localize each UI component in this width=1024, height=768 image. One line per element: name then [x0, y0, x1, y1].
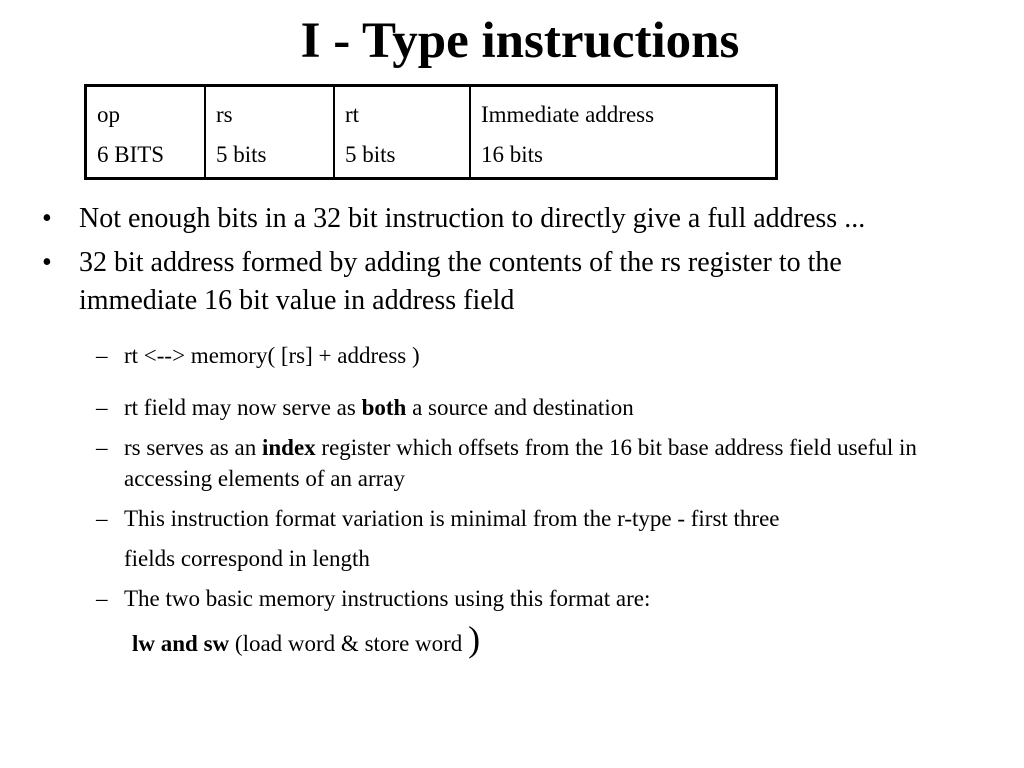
- bullet-list: [0, 200, 1024, 664]
- dash-mark: –: [96, 586, 108, 611]
- field-rs: [205, 86, 334, 179]
- bullet-mark: •: [42, 247, 52, 278]
- dash-mark: –: [96, 395, 108, 420]
- dash-mark: –: [96, 343, 108, 368]
- bullet-text: 32 bit address formed by adding the contents of the rs register to the immediate 16 bit value in address field: [79, 247, 842, 316]
- load-store-text: (load word & store word: [229, 631, 469, 656]
- memory-formula-text: rt <--> memory( [rs] + address ): [124, 343, 420, 368]
- field-name: rs: [216, 102, 233, 127]
- bullet-item: [0, 244, 959, 320]
- close-paren: ): [468, 619, 481, 659]
- sub-bullet-item: [0, 340, 1004, 371]
- field-name: op: [97, 102, 120, 127]
- field-rt: [334, 86, 470, 179]
- field-op: [86, 86, 206, 179]
- bullet-item: [0, 200, 959, 238]
- memory-instructions-examples: [132, 619, 1004, 664]
- sub-bullet-item: [0, 499, 1004, 579]
- rs-index-text: rs serves as an: [124, 435, 262, 460]
- field-immediate-address: [470, 86, 777, 179]
- lw-sw-emphasis: lw and sw: [132, 631, 230, 656]
- field-size: 5 bits: [216, 142, 267, 167]
- bullet-text: Not enough bits in a 32 bit instruction to directly give a full address ...: [79, 203, 866, 234]
- instruction-format-table: [84, 84, 778, 180]
- both-emphasis: both: [361, 395, 407, 420]
- variation-line-2: fields correspond in length: [124, 546, 370, 571]
- field-size: 6 BITS: [97, 142, 165, 167]
- rs-index-text-end: register which offsets from the 16 bit base address field useful in accessing elements of an array: [124, 435, 917, 491]
- page-title: I - Type instructions: [300, 13, 740, 69]
- dash-mark: –: [96, 435, 108, 460]
- format-row: [86, 86, 777, 179]
- variation-line-1: This instruction format variation is minimal from the r-type - first three: [124, 506, 780, 531]
- field-size: 16 bits: [481, 142, 543, 167]
- dash-mark: –: [96, 506, 108, 531]
- bullet-mark: •: [42, 203, 52, 234]
- memory-instructions-line: The two basic memory instructions using this format are:: [124, 586, 651, 611]
- sub-bullet-item: [0, 579, 1004, 664]
- index-emphasis: index: [261, 435, 316, 460]
- field-name: rt: [345, 102, 360, 127]
- rt-field-text: rt field may now serve as: [124, 395, 362, 420]
- field-name: Immediate address: [481, 102, 655, 127]
- sub-bullet-item: [0, 392, 1004, 423]
- sub-bullet-item: [0, 432, 1004, 494]
- rt-field-text-end: a source and destination: [406, 395, 634, 420]
- field-size: 5 bits: [345, 142, 396, 167]
